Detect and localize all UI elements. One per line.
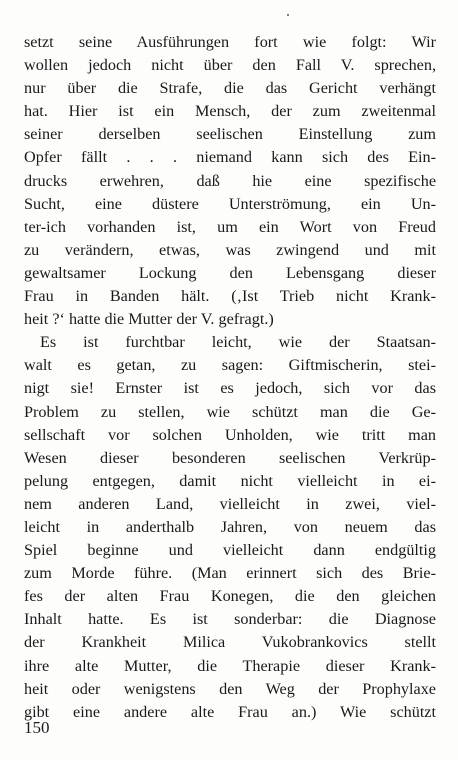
- text-line: heit oder wenigstens den Weg der Prophylaxe: [24, 679, 436, 698]
- text-line: walt es getan, zu sagen: Giftmischerin, stei-: [24, 356, 436, 375]
- text-line: fes der alten Frau Konegen, die den gleichen: [24, 587, 436, 606]
- text-line: Spiel beginne und vielleicht dann endgültig: [24, 541, 436, 560]
- text-line: Sucht, eine düstere Unterströmung, ein Un-: [24, 194, 436, 213]
- text-line: sellschaft vor solchen Unholden, wie tritt man: [24, 425, 436, 444]
- text-line: pelung entgegen, damit nicht vielleicht in ei-: [24, 471, 436, 490]
- text-line: gewaltsamer Lockung den Lebensgang dieser: [24, 263, 436, 282]
- text-line: Frau in Banden hält. (‚Ist Trieb nicht Krank-: [24, 287, 436, 306]
- page-number: 150: [24, 718, 50, 737]
- text-line: Problem zu stellen, wie schützt man die Ge-: [24, 402, 436, 421]
- text-line: ter-ich vorhanden ist, um ein Wort von Freud: [24, 217, 436, 236]
- text-line: leicht in anderthalb Jahren, von neuem das: [24, 517, 436, 536]
- text-line: seiner derselben seelischen Einstellung zum: [24, 125, 436, 144]
- text-line: nigt sie! Ernster ist es jedoch, sich vor das: [24, 379, 436, 398]
- text-line: drucks erwehren, daß hie eine spezifische: [24, 171, 436, 190]
- text-line: Es ist furchtbar leicht, wie der Staatsan-: [40, 333, 436, 352]
- text-line: Opfer fällt . . . niemand kann sich des Ein-: [24, 148, 436, 167]
- text-line: hat. Hier ist ein Mensch, der zum zweitenmal: [24, 102, 436, 121]
- text-line: setzt seine Ausführungen fort wie folgt: Wir: [24, 33, 436, 51]
- text-line: nem anderen Land, vielleicht in zwei, viel-: [24, 494, 436, 513]
- text-line: heit ?‘ hatte die Mutter der V. gefragt.): [24, 310, 274, 329]
- text-line: Wesen dieser besonderen seelischen Verkrüp-: [24, 448, 436, 467]
- text-line: der Krankheit Milica Vukobrankovics stellt: [24, 633, 436, 652]
- text-line: wollen jedoch nicht über den Fall V. sprechen,: [24, 56, 436, 75]
- text-line: Inhalt hatte. Es ist sonderbar: die Diagnose: [24, 610, 436, 629]
- text-line: zu verändern, etwas, was zwingend und mit: [24, 240, 436, 259]
- text-line: zum Morde führe. (Man erinnert sich des Brie-: [24, 564, 436, 583]
- print-speck: [287, 14, 289, 16]
- text-line: nur über die Strafe, die das Gericht verhängt: [24, 79, 436, 98]
- body-text: [24, 31, 436, 724]
- text-line: ihre alte Mutter, die Therapie dieser Krank-: [24, 656, 436, 675]
- text-line: gibt eine andere alte Frau an.) Wie schützt: [24, 702, 436, 721]
